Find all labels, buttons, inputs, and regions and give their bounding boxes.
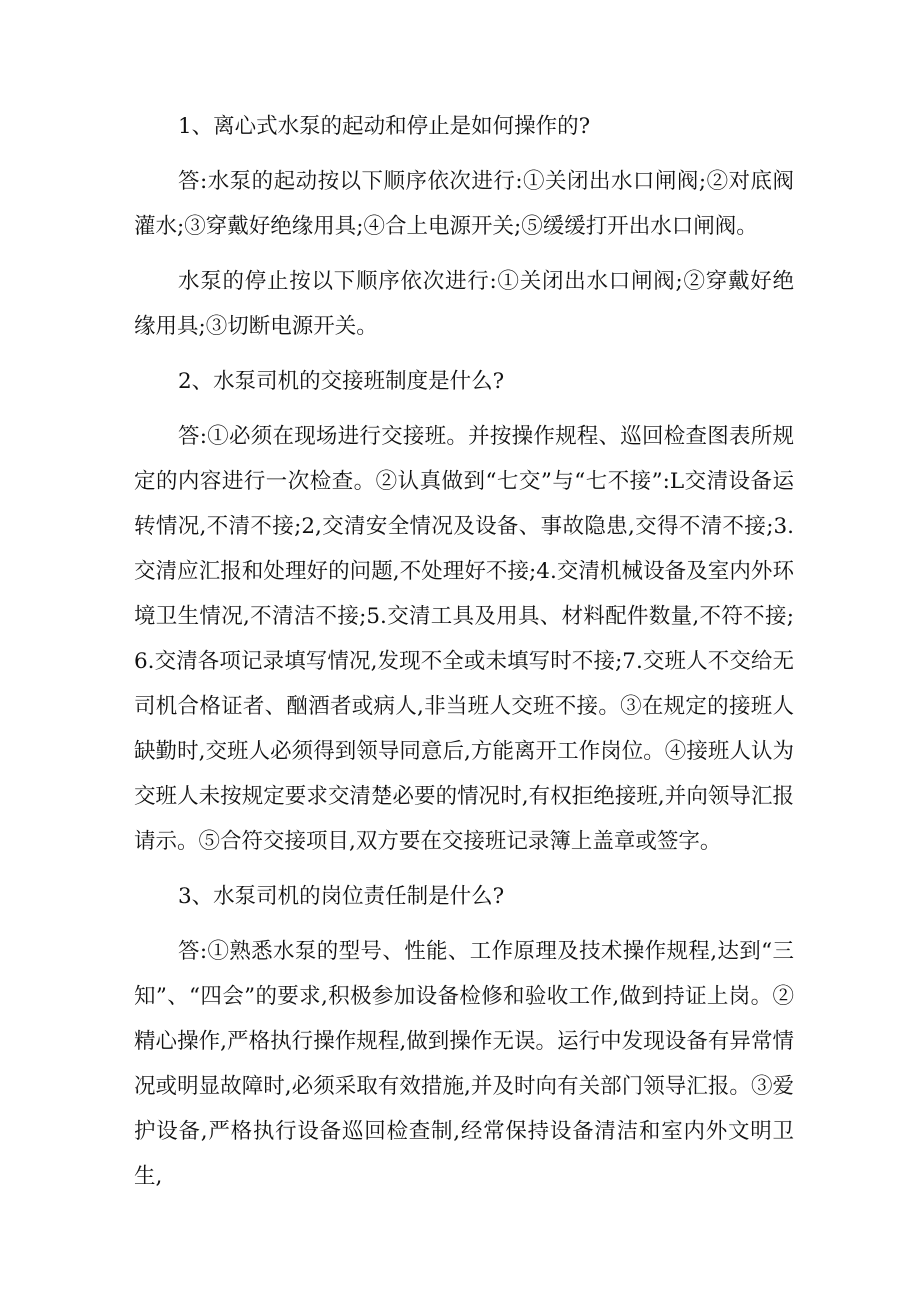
answer-2: 答:①必须在现场进行交接班。并按操作规程、巡回检查图表所规定的内容进行一次检查。②认真做到“七交”与“七不接”:L交清设备运转情况,不清不接;2,交清安全情况及设备、事故隐患,交得不清不接;3.交清应汇报和处理好的问题,不处理好不接;4.交清机械设备及室内外环境卫生情况,不清洁不接;5.交清工具及用具、材料配件数量,不符不接;6.交清各项记录填写情况,发现不全或未填写时不接;7.交班人不交给无司机合格证者、酗酒者或病人,非当班人交班不接。③在规定的接班人缺勤时,交班人必须得到领导同意后,方能离开工作岗位。④接班人认为交班人未按规定要求交清楚必要的情况时,有权拒绝接班,并向领导汇报请示。⑤合符交接项目,双方要在交接班记录簿上盖章或签字。	[134, 424, 794, 854]
document-body	[134, 104, 794, 1209]
question-3: 3、水泵司机的岗位责任制是什么?	[178, 884, 505, 909]
question-2: 2、水泵司机的交接班制度是什么?	[178, 369, 505, 394]
question-1: 1、离心式水泵的起动和停止是如何操作的?	[178, 114, 591, 139]
answer-1-start: 答:水泵的起动按以下顺序依次进行:①关闭出水口闸阀;②对底阀灌水;③穿戴好绝缘用具;④合上电源开关;⑤缓缓打开出水口闸阀。	[134, 169, 794, 239]
answer-3: 答:①熟悉水泵的型号、性能、工作原理及技术操作规程,达到“三知”、“四会”的要求,积极参加设备检修和验收工作,做到持证上岗。②精心操作,严格执行操作规程,做到操作无误。运行中发现设备有异常情况或明显故障时,必须采取有效措施,并及时向有关部门领导汇报。③爱护设备,严格执行设备巡回检查制,经常保持设备清洁和室内外文明卫生,	[134, 939, 794, 1189]
answer-1-stop: 水泵的停止按以下顺序依次进行:①关闭出水口闸阀;②穿戴好绝缘用具;③切断电源开关。	[134, 269, 794, 339]
